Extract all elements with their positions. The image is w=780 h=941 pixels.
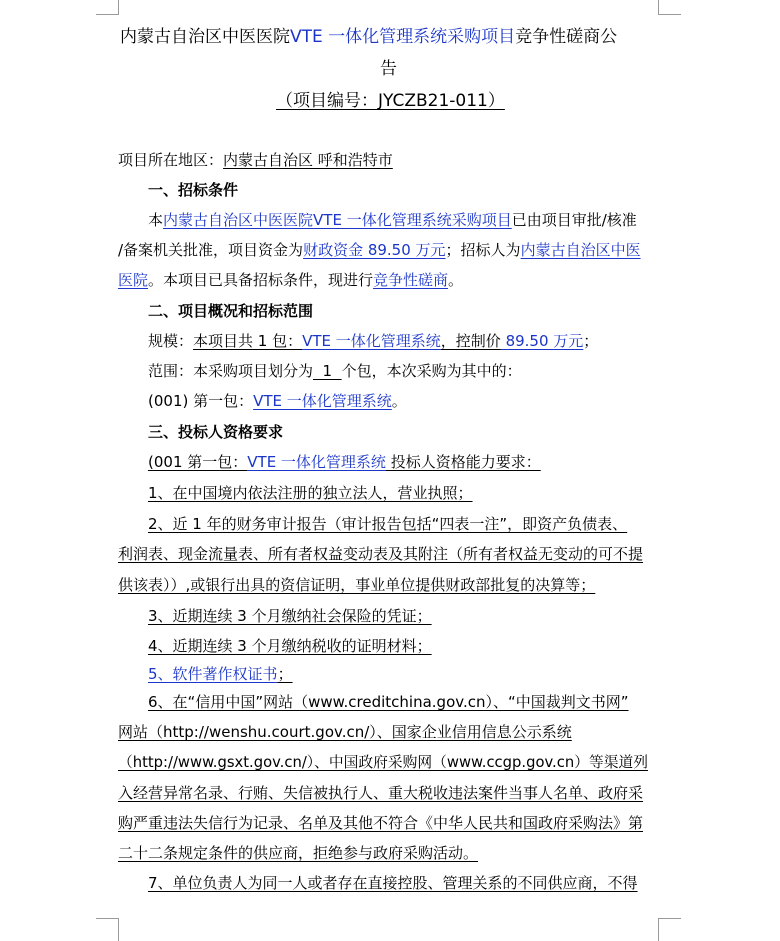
text: 4、近期连续 3 个月缴纳税收的证明材料； bbox=[148, 637, 432, 655]
page-corner-mark bbox=[658, 918, 681, 941]
section-heading-1: 一、招标条件 bbox=[148, 181, 239, 199]
procurement-method: 竞争性磋商 bbox=[373, 271, 449, 289]
project-number bbox=[276, 88, 505, 114]
title-text: 竞争性磋商公 bbox=[515, 27, 618, 47]
text: 6、在“信用中国”网站（www.creditchina.gov.cn）、“中国裁判文书网” bbox=[148, 693, 629, 711]
tenderer-name: 内蒙古自治区中医 bbox=[520, 241, 641, 259]
requirement-item bbox=[118, 750, 648, 776]
text: 本 bbox=[148, 211, 164, 229]
requirement-item bbox=[118, 840, 478, 866]
paragraph-line bbox=[148, 207, 637, 233]
text: 已由项目审批/核准 bbox=[511, 211, 637, 229]
text: 购严重违法失信行为记录、名单及其他不符合《中华人民共和国政府采购法》第 bbox=[118, 814, 644, 832]
paragraph-line bbox=[118, 267, 463, 293]
page-corner-mark bbox=[658, 0, 681, 15]
text: /备案机关批准，项目资金为 bbox=[118, 241, 304, 259]
text: 网站（http://wenshu.court.gov.cn/）、国家企业信用信息公示系统 bbox=[118, 723, 572, 741]
requirement-item bbox=[118, 719, 572, 745]
location-value: 内蒙古自治区 呼和浩特市 bbox=[223, 151, 393, 169]
section-heading-3: 三、投标人资格要求 bbox=[148, 423, 284, 441]
text: （http://www.gsxt.gov.cn/）、中国政府采购网（www.ccgp.gov.cn）等渠道列 bbox=[118, 754, 648, 771]
text: 2、近 1 年的财务审计报告（审计报告包括“四表一注”，即资产负债表、 bbox=[148, 515, 628, 533]
fund-source: 财政资金 89.50 万元 bbox=[303, 241, 446, 259]
title-project-name: VTE 一体化管理系统采购项目 bbox=[290, 27, 516, 47]
control-price: 89.50 万元 bbox=[500, 332, 584, 350]
requirement-item bbox=[118, 780, 643, 806]
requirement-item bbox=[118, 541, 643, 567]
text: 。 bbox=[448, 271, 464, 289]
text: 1、在中国境内依法注册的独立法人，营业执照； bbox=[148, 484, 473, 502]
text: ；招标人为 bbox=[445, 241, 521, 259]
requirement-item bbox=[148, 633, 432, 659]
text: 。本项目已具备招标条件，现进行 bbox=[148, 271, 374, 289]
text: 投标人资格能力要求： bbox=[385, 453, 541, 471]
requirement-item bbox=[148, 689, 629, 715]
page-corner-mark bbox=[96, 918, 119, 941]
text: 3、近期连续 3 个月缴纳社会保险的凭证； bbox=[148, 607, 432, 625]
text: 供该表））,或银行出具的资信证明，事业单位提供财政部批复的决算等； bbox=[118, 576, 596, 594]
text: 规模： bbox=[148, 332, 194, 350]
requirement-intro bbox=[148, 449, 541, 475]
page-title bbox=[120, 24, 617, 50]
text: 入经营异常名录、行贿、失信被执行人、重大税收违法案件当事人名单、政府采 bbox=[118, 784, 644, 802]
text: 5、 bbox=[148, 665, 173, 683]
system-name: VTE 一体化管理系统 bbox=[247, 453, 386, 471]
page-corner-mark bbox=[96, 0, 119, 15]
hospital-name: 内蒙古自治区中医医院 bbox=[163, 211, 314, 229]
page-title-continued: 告 bbox=[380, 59, 397, 79]
title-text: 内蒙古自治区中医医院 bbox=[120, 27, 290, 47]
package-line bbox=[148, 388, 407, 414]
section-heading-2: 二、项目概况和招标范围 bbox=[148, 302, 314, 320]
paragraph-line bbox=[118, 237, 641, 263]
text: 利润表、现金流量表、所有者权益变动表及其附注（所有者权益无变动的可不提 bbox=[118, 545, 644, 563]
requirement-item bbox=[118, 572, 595, 598]
requirement-item bbox=[118, 810, 643, 836]
requirement-item bbox=[148, 603, 432, 629]
text: 个包，本次采购为其中的： bbox=[341, 362, 522, 380]
package-number: 1 bbox=[313, 362, 342, 380]
text: (001 第一包： bbox=[148, 453, 248, 471]
requirement-item bbox=[148, 870, 638, 896]
text: ； bbox=[277, 665, 293, 683]
system-name: VTE 一体化管理系统 bbox=[253, 392, 392, 410]
text: ； bbox=[583, 332, 599, 350]
system-name: VTE 一体化管理系统 bbox=[302, 332, 441, 350]
text: 二十二条规定条件的供应商，拒绝参与政府采购活动。 bbox=[118, 844, 479, 862]
text: 7、单位负责人为同一人或者存在直接控股、管理关系的不同供应商，不得 bbox=[148, 874, 638, 892]
location-label: 项目所在地区： bbox=[118, 151, 224, 169]
text: 。 bbox=[391, 392, 407, 410]
requirement-item bbox=[148, 661, 293, 687]
text: 范围：本采购项目划分为 bbox=[148, 362, 314, 380]
text: (001) 第一包： bbox=[148, 392, 254, 410]
text: ，控制价 bbox=[440, 332, 501, 350]
package-count: 本项目共 1 包： bbox=[193, 332, 303, 350]
requirement-item bbox=[148, 511, 627, 537]
software-copyright: 软件著作权证书 bbox=[172, 665, 278, 683]
range-line bbox=[148, 358, 522, 384]
tenderer-name: 医院 bbox=[118, 271, 149, 289]
project-number-text: （项目编号：JYCZB21-011） bbox=[276, 91, 505, 111]
requirement-item bbox=[148, 480, 473, 506]
project-name: VTE 一体化管理系统采购项目 bbox=[313, 211, 512, 229]
project-location bbox=[118, 147, 393, 173]
scale-line bbox=[148, 328, 598, 354]
